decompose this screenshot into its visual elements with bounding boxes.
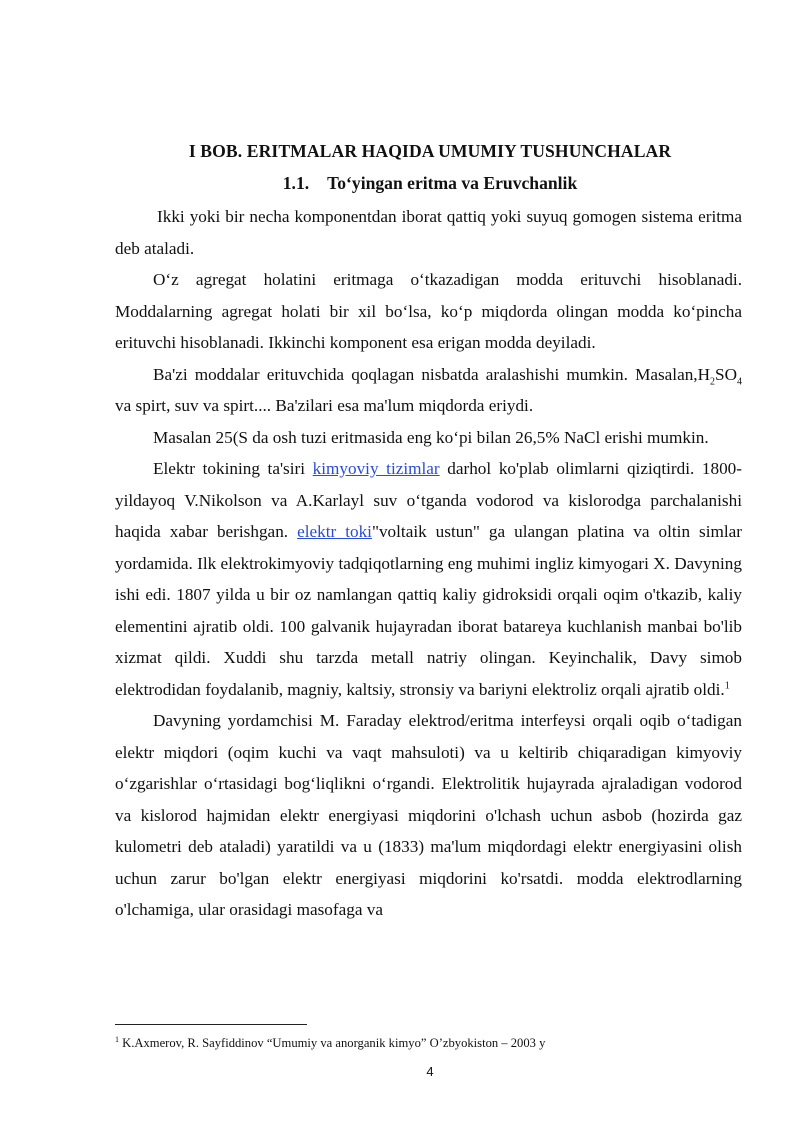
footnote-divider [115, 1024, 307, 1025]
paragraph-5-text-c: "voltaik ustun" ga ulangan platina va oltin simlar yordamida. Ilk elektrokimyoviy tadqiqotlarning eng muhimi ingliz kimyogari X. Davyning ishi edi. 1807 yilda u bir oz namlangan qattiq kaliy gidroksidi orqali oqim o'tkazib, kaliy elementini ajratib oldi. 100 galvanik hujayradan iborat batareya kuchlanish manbai bo'lib xizmat qildi. Xuddi shu tarzda metall natriy olingan. Keyinchalik, Davy simob elektrodidan foydalanib, magniy, kaltsiy, stronsiy va bariyni elektroliz orqali ajratib oldi. [115, 522, 742, 699]
kimyoviy-tizimlar-link[interactable]: kimyoviy tizimlar [312, 459, 440, 478]
footnote-marker: 1 [115, 1034, 119, 1044]
subscript-4: 4 [737, 375, 742, 387]
section-title [0, 173, 800, 194]
paragraph-5 [115, 453, 742, 705]
paragraph-3-text-a: Ba'zi moddalar erituvchida qoqlagan nisbatda aralashishi mumkin. Masalan,H [153, 364, 711, 384]
paragraph-5-text-b: darhol ko'plab olimlarni qiziqtirdi. 1800-yildayoq V.Nikolson va A.Karlayl suv o‘tganda vodorod va kislorodga parchalanishi haqida xabar berishgan. [115, 459, 742, 541]
paragraph-3-text-c: va spirt, suv va spirt.... Ba'zilari esa ma'lum miqdorda eriydi. [115, 396, 534, 415]
section-title-text: To‘yingan eritma va Eruvchanlik [327, 173, 578, 193]
paragraph-2: O‘z agregat holatini eritmaga o‘tkazadigan modda erituvchi hisoblanadi. Moddalarning agregat holati bir xil bo‘lsa, ko‘p miqdorda olingan modda ko‘pincha erituvchi hisoblanadi. Ikkinchi komponent esa erigan modda deyiladi. [115, 270, 742, 352]
subscript-2: 2 [710, 375, 716, 387]
paragraph-3 [115, 359, 742, 422]
footnote [115, 1036, 545, 1051]
section-number: 1.1. [282, 173, 310, 193]
body-text [115, 201, 742, 926]
paragraph-5-text-a: Elektr tokining ta'siri [153, 459, 313, 478]
paragraph-4: Masalan 25(S da osh tuzi eritmasida eng ko‘pi bilan 26,5% NaCl erishi mumkin. [153, 427, 709, 447]
elektr-toki-link[interactable]: elektr toki [297, 522, 372, 541]
paragraph-3-text-b: SO [715, 364, 737, 384]
paragraph-6: Davyning yordamchisi M. Faraday elektrod/eritma interfeysi orqali oqib o‘tadigan elektr miqdori (oqim kuchi va vaqt mahsuloti) va u keltirib chiqaradigan kimyoviy o‘zgarishlar o‘rtasidagi bog‘liqlikni o‘rgandi. Elektrolitik hujayrada ajraladigan vodorod va kislorod hajmidan elektr energiyasi miqdorini o'lchash uchun asbob (hozirda gaz kulometri deb ataladi) yaratildi va u (1833) ma'lum miqdordagi elektr energiyasini olish uchun zarur bo'lgan elektr energiyasi miqdorini ko'rsatdi. modda elektrodlarning o'lchamiga, ular orasidagi masofaga va [115, 711, 742, 919]
footnote-reference[interactable]: 1 [724, 679, 730, 691]
paragraph-1: Ikki yoki bir necha komponentdan iborat qattiq yoki suyuq gomogen sistema eritma deb ataladi. [115, 207, 742, 258]
footnote-text: K.Axmerov, R. Sayfiddinov “Umumiy va anorganik kimyo” O’zbyokiston – 2003 y [119, 1036, 546, 1050]
chapter-title: I BOB. ERITMALAR HAQIDA UMUMIY TUSHUNCHALAR [188, 141, 672, 161]
page-number: 4 [426, 1064, 434, 1079]
